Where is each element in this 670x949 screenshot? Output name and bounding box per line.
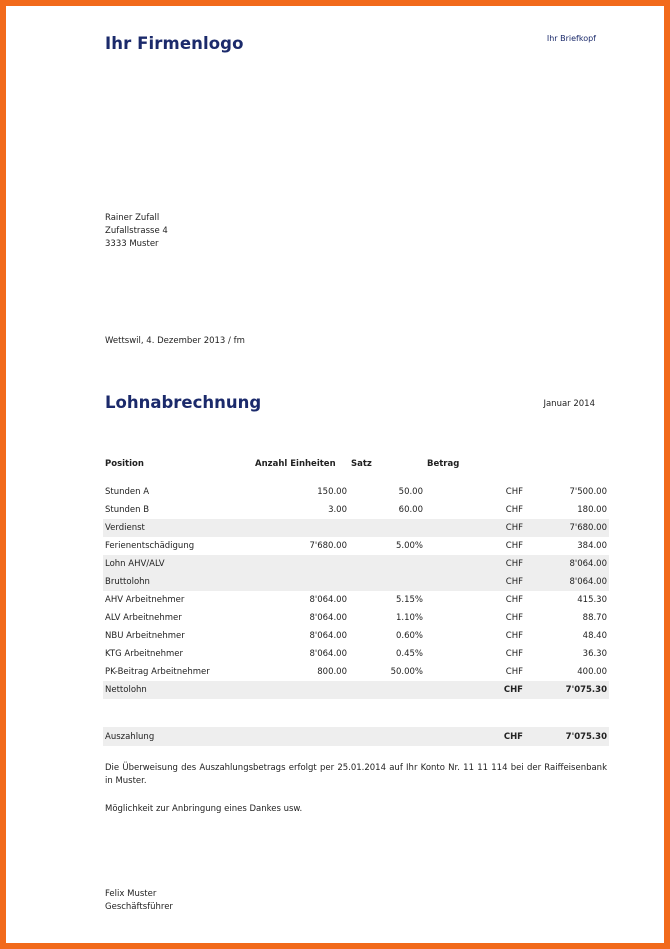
cell-rate: 1.10%	[395, 613, 423, 623]
cell-currency: CHF	[505, 595, 523, 605]
cell-units: 8'064.00	[309, 613, 347, 623]
cell-rate	[349, 573, 425, 591]
table-row	[103, 591, 609, 609]
cell-rate: 5.15%	[395, 595, 423, 605]
cell-amount: 8'064.00	[525, 573, 609, 591]
cell-units	[253, 681, 349, 699]
cell-units	[253, 519, 349, 537]
transfer-note: Die Überweisung des Auszahlungsbetrags erfolgt per 25.01.2014 auf Ihr Konto Nr. 11 11 114 bei der Raiffeisenbank in Muster.	[105, 763, 607, 786]
recipient-name: Rainer Zufall	[105, 213, 160, 223]
header-amount: Betrag	[427, 459, 460, 469]
cell-position: Ferienentschädigung	[105, 541, 195, 551]
cell-amount: 8'064.00	[525, 555, 609, 573]
table-row	[103, 609, 609, 627]
table-row	[103, 627, 609, 645]
recipient-city: 3333 Muster	[105, 239, 159, 249]
cell-position: NBU Arbeitnehmer	[105, 631, 185, 641]
table-row	[103, 645, 609, 663]
cell-rate: 5.00%	[395, 541, 423, 551]
payout-currency: CHF	[425, 727, 525, 746]
spacer-row	[103, 472, 609, 483]
cell-position: Lohn AHV/ALV	[103, 555, 253, 573]
cell-amount: 7'500.00	[569, 487, 607, 497]
payout-empty	[349, 727, 425, 746]
letterhead-label: Ihr Briefkopf	[546, 34, 596, 43]
cell-rate: 0.45%	[395, 649, 423, 659]
payout-row	[103, 727, 609, 746]
cell-units: 7'680.00	[309, 541, 347, 551]
table-header-row	[103, 456, 609, 472]
table-row	[103, 483, 609, 501]
cell-rate: 60.00	[398, 505, 423, 515]
cell-position: Bruttolohn	[103, 573, 253, 591]
cell-amount: 48.40	[582, 631, 607, 641]
cell-position: Nettolohn	[103, 681, 253, 699]
cell-units: 8'064.00	[309, 595, 347, 605]
table-row-subtotal	[103, 573, 609, 591]
cell-units	[253, 555, 349, 573]
cell-currency: CHF	[425, 555, 525, 573]
signature-block	[105, 888, 173, 914]
table-row-subtotal	[103, 555, 609, 573]
cell-position: ALV Arbeitnehmer	[105, 613, 182, 623]
cell-amount: 415.30	[577, 595, 607, 605]
table-row-subtotal	[103, 519, 609, 537]
cell-currency: CHF	[505, 631, 523, 641]
cell-position: Verdienst	[103, 519, 253, 537]
table-row-net-total	[103, 681, 609, 699]
cell-position: PK-Beitrag Arbeitnehmer	[105, 667, 210, 677]
cell-amount: 400.00	[577, 667, 607, 677]
cell-units: 8'064.00	[309, 649, 347, 659]
cell-currency: CHF	[505, 613, 523, 623]
cell-units: 150.00	[317, 487, 347, 497]
cell-amount: 180.00	[577, 505, 607, 515]
cell-rate	[349, 681, 425, 699]
cell-currency: CHF	[505, 505, 523, 515]
cell-currency: CHF	[425, 519, 525, 537]
payout-label: Auszahlung	[103, 727, 253, 746]
cell-amount: 7'680.00	[525, 519, 609, 537]
header-position: Position	[105, 459, 144, 469]
cell-rate	[349, 555, 425, 573]
cell-units: 800.00	[317, 667, 347, 677]
company-logo-text: Ihr Firmenlogo	[105, 34, 244, 53]
cell-rate: 50.00	[398, 487, 423, 497]
cell-rate	[349, 519, 425, 537]
recipient-street: Zufallstrasse 4	[105, 226, 168, 236]
cell-currency: CHF	[505, 487, 523, 497]
cell-position: Stunden A	[105, 487, 150, 497]
payout-table	[103, 727, 609, 746]
cell-rate: 50.00%	[390, 667, 423, 677]
recipient-address	[105, 212, 168, 251]
cell-amount: 7'075.30	[525, 681, 609, 699]
payout-empty	[253, 727, 349, 746]
table-row	[103, 501, 609, 519]
header-empty	[525, 456, 609, 472]
cell-currency: CHF	[425, 573, 525, 591]
pay-period: Januar 2014	[543, 399, 595, 409]
cell-units: 3.00	[328, 505, 347, 515]
cell-currency: CHF	[505, 667, 523, 677]
cell-currency: CHF	[505, 541, 523, 551]
cell-position: AHV Arbeitnehmer	[105, 595, 185, 605]
signer-name: Felix Muster	[105, 889, 157, 899]
table-row	[103, 537, 609, 555]
cell-units	[253, 573, 349, 591]
cell-amount: 88.70	[582, 613, 607, 623]
cell-currency: CHF	[425, 681, 525, 699]
cell-amount: 36.30	[582, 649, 607, 659]
payroll-table	[103, 456, 609, 699]
payout-amount: 7'075.30	[525, 727, 609, 746]
cell-currency: CHF	[505, 649, 523, 659]
signer-role: Geschäftsführer	[105, 902, 173, 912]
header-rate: Satz	[351, 459, 372, 469]
thanks-note: Möglichkeit zur Anbringung eines Dankes usw.	[105, 804, 303, 814]
cell-amount: 384.00	[577, 541, 607, 551]
document-title: Lohnabrechnung	[105, 393, 262, 412]
cell-rate: 0.60%	[395, 631, 423, 641]
header-units: Anzahl Einheiten	[255, 459, 336, 469]
cell-position: Stunden B	[105, 505, 150, 515]
table-row	[103, 663, 609, 681]
cell-units: 8'064.00	[309, 631, 347, 641]
place-date-line: Wettswil, 4. Dezember 2013 / fm	[105, 336, 245, 346]
cell-position: KTG Arbeitnehmer	[105, 649, 184, 659]
